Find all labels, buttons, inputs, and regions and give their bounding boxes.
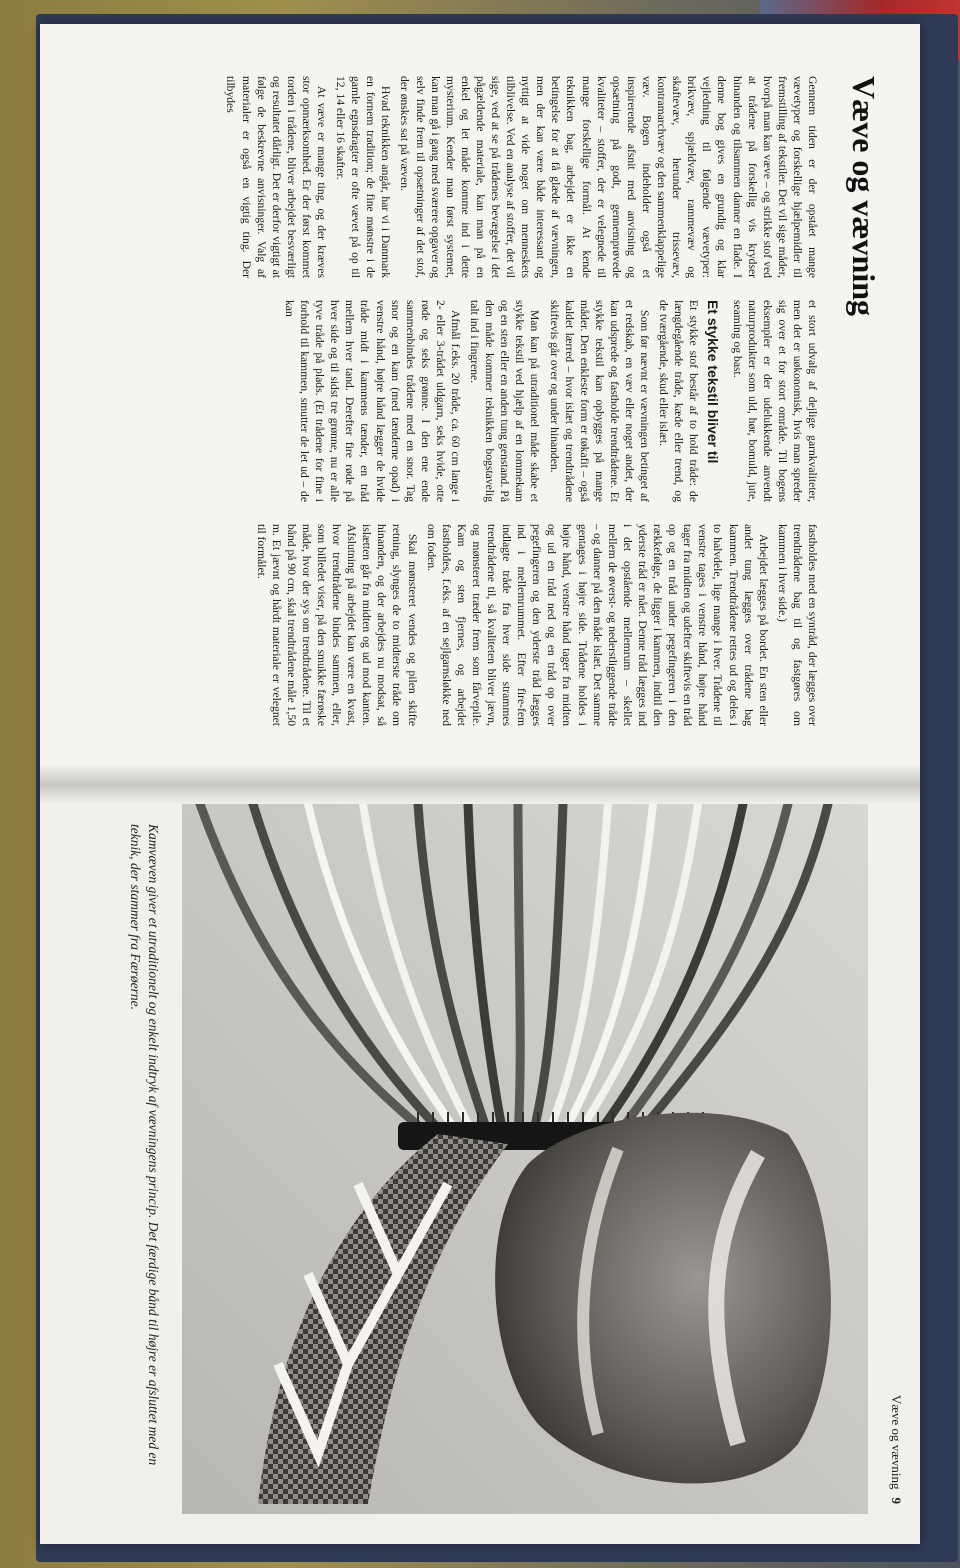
paragraph: Hvad teknikken angår, har vi i Danmark en fornem tradition; de fine mønstre i de gamle egnsdragter er ofte vævet på op til 12, 14 eller 16 skafter. — [334, 76, 393, 278]
text-columns — [100, 76, 820, 726]
right-page — [40, 784, 920, 1544]
left-page — [40, 24, 920, 784]
paragraph: Et stykke stof består af to hold tråde: de længdegående tråde, kæde eller trend, og de tværgående, skud eller islæt. — [657, 300, 701, 502]
paragraph: Som før nævnt er vævningen betinget af et redskab, en væv eller noget andet, der kan udsprede og fastholde trendtrådene. Et stykke tekstil kan opbygges på mange måder. Den enkleste form er tøkafit – også kaldet lærred – hvor islæt og trendtrådene skiftevis går over og under hinanden. — [547, 300, 652, 502]
weaving-photo — [182, 804, 868, 1514]
column-2 — [100, 300, 820, 502]
paragraph: Man kan på utraditionel måde skabe et stykke tekstil ved hjælp af en lommekam og en sten eller en anden tung genstand. På den måde kommer teknikken bogstavelig talt ind i fingrene. — [468, 300, 542, 502]
column-3 — [100, 524, 820, 726]
running-head — [888, 1395, 904, 1504]
column-1 — [100, 76, 820, 278]
paragraph: At væve er mange ting, og der kræves stor opmærksomhed. Er der først kommet torden i trådene, bliver arbejdet besværligt og resultatet dårligt. Det er derfor vigtigt at følge de beskrevne anvisninger. Valg af materialer er også en vigtig ting. Der tilbydes — [224, 76, 328, 278]
stone — [495, 1113, 831, 1484]
paragraph: Afmål f.eks. 20 tråde, ca. 60 cm lange i 2- eller 3-trådet uldgarn, seks hvide, otte røde og seks grønne. I den ene ende sammenbindes trådene med en snor. Tag snor og en kam (med tænderne opad) i venstre hånd, højre hånd lægger de hvide tråde midt i kammens tænder, en tråd mellem hver tand. Derefter fire røde på hver side og til sidst tre grønne, nu er alle tyve tråde på plads. (Et trådene for fine i forhold til kammen, smutter de let ud – de kan — [283, 300, 463, 502]
paragraph: Arbejdet lægges på bordet. En sten eller andet tung lægges over trådene bag kammen. Trendtrådene rettes ud og deles i to halvdele, lige mange i hver. Trådene til venstre tages i venstre hånd, højre hånd tager fra midten og udefter skiftevis en tråd op og en tråd under pegefingeren i den rækkefølge, de ligger i kammen, indtil den yderste tråd er nået. Denne tråd lægges ind i det opstående mellemrum – skellet mellem de øverst- og nederstliggende tråde – og danner på den måde islæt. Det samme gentages i højre side. Trådene holdes i højre hånd, venstre hånd tager fra midten og ud en tråd ned og en tråd op over pegefingeren og den yderste tråd lægges ind i mellemrummet. Efter fire-fem indlagte tråde fra hver side strammes trendtrådene til, så kvaliteten bliver jævn, og mønsteret træder frem som fårvepile. Kam og sten fjernes, og arbejdet fastholdes, f.eks. af en sejlgarnsløkke ned om foden. — [424, 524, 770, 726]
paragraph: et stort udvalg af dejlige garnkvaliteter, men det er uøkonomisk, hvis man spreder sig over et for stort område. Til bogens eksempler er der udelukkende anvendt naturprodukter som uld, hør, bomuld, jute, seaming og bast. — [730, 300, 819, 502]
photo-illustration — [182, 804, 868, 1514]
book-spread — [40, 24, 920, 1544]
book-gutter — [40, 764, 920, 804]
paragraph: Skal mønsteret vendes og pilen skifte retning, slynges de to midterste tråde om hinanden, og der arbejdes nu modsat, så islætten går fra midten og ud mod kanten. Afslutning på arbejdet kan være en kvast, hvor trendtrådene bindes sammen, eller, som billedet viser, på den smukke færøske måde, hvor der sys om trendtrådene. Til et bånd på 90 cm, skal trendtrådene måle 1,50 m. Et jævnt og hårdt materiale er velegnet til formålet. — [254, 524, 419, 726]
paragraph: fastholdes med en syntråd, der lægges over trendtrådene bag til og fastgøres om kammen i hver side.) — [775, 524, 819, 726]
page-number: 9 — [889, 1497, 904, 1504]
paragraph: Gennem tiden er der opstået mange vævetyper og forskellige hjælpemidler til fremstilling af tekstiler. Det vil sige måder, hvorpå man kan væve – og strikke stof ved at trådene på forskellig vis krydser hinanden og tilsammen danner en flade. I denne bog gives en grundig og klar vejledning til følgende vævetyper: brikvæv, spjældvæv, rammevæv og skaftevæv, herunder trissevæv, kontramarchvæv og den sammenklappelige væv. Bogen indeholder også et inspirerende afsnit med anvisning og opsætning på godt, gennemprøvede kvaliteter – stoffer, der er velegnede til mange forskellige formål. At kende teknikken bag, arbejdet er ikke en betingelse for at få glæde af vævningen, men der kan være både interessant og nyttigt at vide noget om menneskets tilblivelse. Ved en analyse af stoffer, det vil sige, ved at se på trådenes bevægelse i det pågældende materiale, kan man på en enkel og let måde komme ind i dette mysterium. Kender man først systemet, kan man gå i gang med sværere opgaver og selv finde frem til opsætninger af det stof, der ønskes sat på væven. — [398, 76, 819, 278]
running-head-title: Væve og vævning — [889, 1394, 904, 1490]
chapter-title: Væve og vævning — [846, 76, 882, 317]
section-heading: Et stykke tekstil bliver til — [705, 300, 722, 464]
photo-caption: Kamvæven giver et utraditionelt og enkelt indtryk af vævningens princip. Det færdige bånd til højre er afsluttet med en teknik, der stammer fra Færøerne. — [128, 824, 161, 1466]
